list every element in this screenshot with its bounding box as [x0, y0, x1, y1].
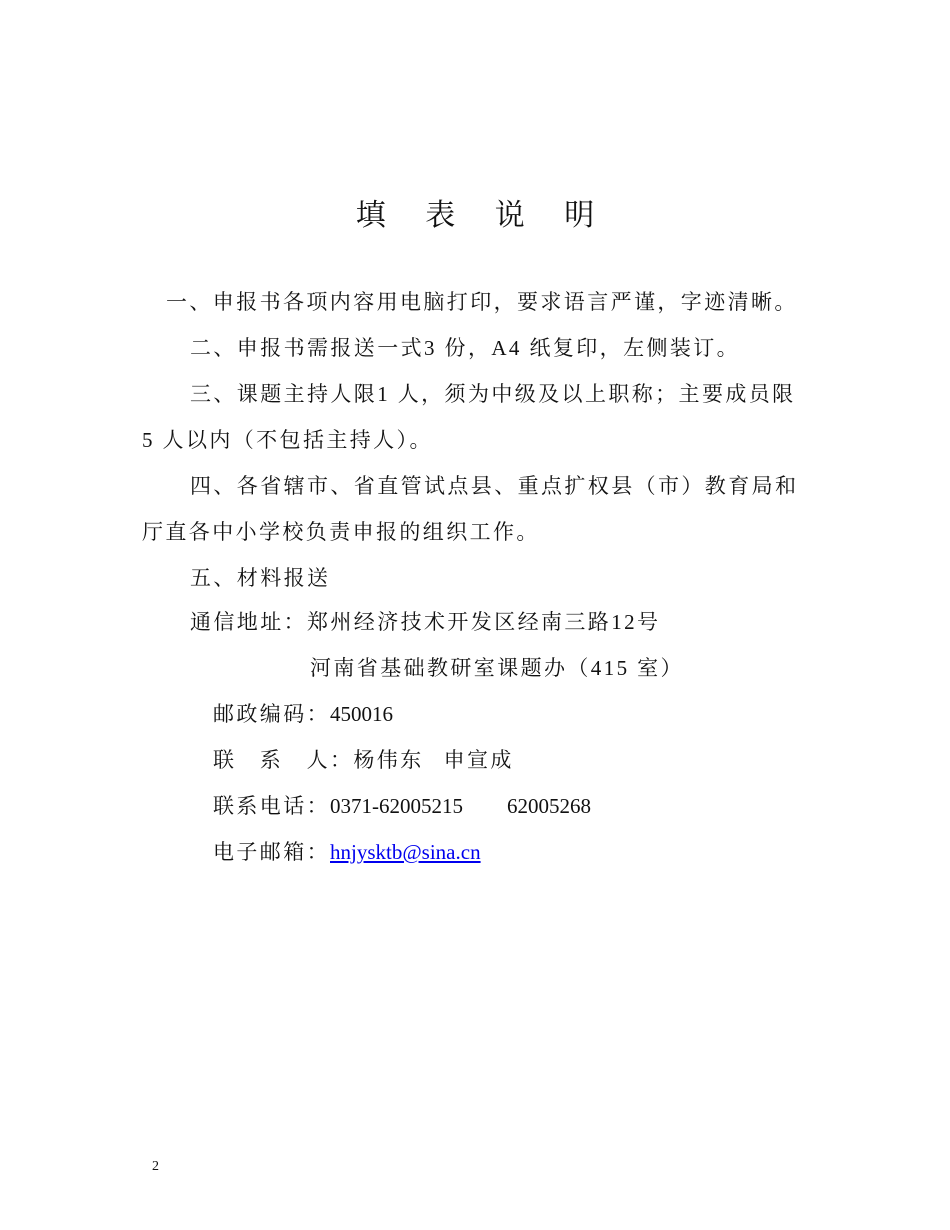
address-line-2: 河南省基础教研室课题办（415 室）	[310, 656, 684, 680]
postcode-label: 邮政编码：	[213, 702, 330, 726]
email-row	[213, 837, 481, 867]
instruction-item-4-line-2: 厅直各中小学校负责申报的组织工作。	[142, 520, 540, 544]
contact-person-1: 杨伟东	[353, 748, 424, 772]
instruction-item-5: 五、材料报送	[190, 566, 331, 590]
instruction-item-2: 二、申报书需报送一式3 份，A4 纸复印，左侧装订。	[190, 336, 741, 360]
address-row	[190, 607, 660, 637]
email-label: 电子邮箱：	[213, 840, 330, 864]
address-label: 通信地址：	[190, 610, 307, 634]
page-number: 2	[152, 1159, 159, 1174]
postcode-value: 450016	[330, 702, 393, 726]
instruction-item-3-line-2: 5 人以内（不包括主持人）。	[142, 428, 433, 452]
page-title: 填 表 说 明	[355, 199, 611, 232]
instruction-item-1: 一、申报书各项内容用电脑打印，要求语言严谨，字迹清晰。	[166, 290, 798, 314]
address-line-1: 郑州经济技术开发区经南三路12号	[307, 610, 661, 634]
postcode-row	[213, 699, 393, 729]
contact-person-2: 申宣成	[443, 748, 514, 772]
instruction-item-4-line-1: 四、各省辖市、省直管试点县、重点扩权县（市）教育局和	[190, 474, 799, 498]
phone-number-1: 0371-62005215	[330, 794, 463, 818]
contact-person-label: 联 系 人：	[213, 748, 354, 772]
phone-number-2: 62005268	[507, 794, 591, 818]
phone-label: 联系电话：	[213, 794, 330, 818]
instruction-item-3-line-1: 三、课题主持人限1 人，须为中级及以上职称；主要成员限	[190, 382, 796, 406]
phone-row	[213, 791, 591, 821]
contact-person-row	[213, 745, 514, 775]
email-link[interactable]: hnjysktb@sina.cn	[330, 840, 481, 864]
